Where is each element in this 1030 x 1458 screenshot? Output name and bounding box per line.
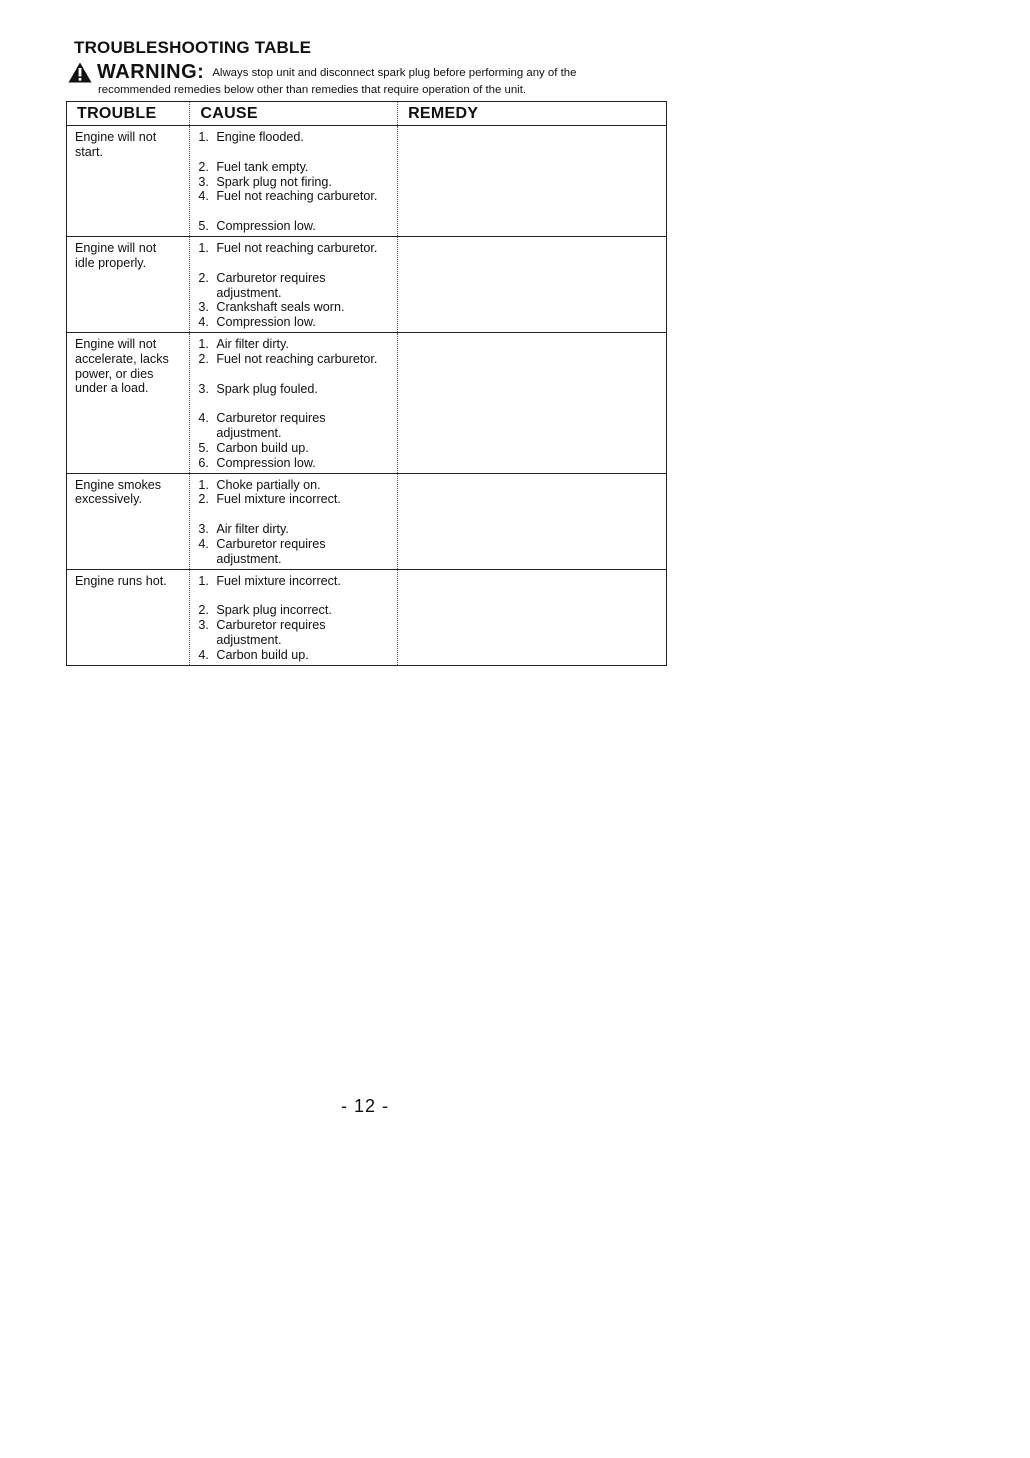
cause-item-text: Compression low. — [216, 315, 316, 330]
cause-item — [198, 219, 393, 234]
cause-item-text: Spark plug fouled. — [216, 381, 318, 396]
cause-item-number: 4. — [198, 315, 209, 330]
cause-item-text: Spark plug incorrect. — [216, 603, 332, 618]
header-trouble: TROUBLE — [67, 102, 190, 126]
cause-item-number: 1. — [198, 477, 209, 492]
cause-item-text: Carbon build up. — [216, 647, 309, 662]
cause-item-number: 5. — [198, 219, 209, 234]
header-cause: CAUSE — [190, 102, 398, 126]
cause-cell — [190, 473, 398, 569]
cause-item-text: Fuel not reaching carburetor. — [216, 189, 378, 204]
cause-cell — [190, 236, 398, 332]
warning-triangle-icon — [68, 62, 92, 83]
trouble-cell: Engine runs hot. — [67, 569, 190, 665]
cause-cell — [190, 569, 398, 665]
header-remedy: REMEDY — [398, 102, 667, 126]
table-row — [67, 236, 667, 332]
cause-item — [198, 315, 393, 330]
trouble-cell: Engine will not start. — [67, 126, 190, 237]
cause-item — [198, 352, 393, 367]
cause-item — [198, 411, 393, 441]
cause-item-number: 1. — [198, 130, 209, 144]
page-title: TROUBLESHOOTING TABLE — [74, 38, 312, 57]
cause-item-text: Carburetor requires adjustment. — [216, 536, 326, 566]
cause-item-text: Air filter dirty. — [216, 522, 289, 537]
warning-label: WARNING: — [97, 61, 205, 83]
cause-item — [198, 648, 393, 663]
cause-item-text: Carburetor requires adjustment. — [216, 270, 326, 300]
trouble-cell: Engine will not idle properly. — [67, 236, 190, 332]
cause-item — [198, 492, 393, 507]
cause-item — [198, 478, 393, 493]
remedy-cell — [398, 332, 667, 473]
cause-item-number: 3. — [198, 381, 209, 396]
cause-item-text: Air filter dirty. — [216, 336, 289, 351]
cause-item-number: 4. — [198, 647, 209, 662]
trouble-cell: Engine smokes excessively. — [67, 473, 190, 569]
cause-item-number: 4. — [198, 536, 209, 551]
cause-item-number: 3. — [198, 618, 209, 633]
cause-cell — [190, 332, 398, 473]
cause-item — [198, 271, 393, 301]
cause-item-number: 2. — [198, 270, 209, 285]
cause-item-number: 5. — [198, 440, 209, 455]
cause-item-number: 3. — [198, 300, 209, 315]
cause-item — [198, 382, 393, 397]
table-header-row — [67, 102, 667, 126]
cause-item — [198, 175, 393, 190]
cause-item — [198, 130, 393, 145]
warning-text-line2: recommended remedies below other than remedies that require operation of the unit. — [98, 84, 527, 96]
page-number: - 12 - — [341, 1096, 390, 1116]
table-row — [67, 126, 667, 237]
cause-item-text: Engine flooded. — [216, 130, 304, 144]
cause-item-text: Crankshaft seals worn. — [216, 300, 345, 315]
cause-item-number: 3. — [198, 522, 209, 537]
cause-item — [198, 241, 393, 256]
cause-item — [198, 537, 393, 567]
cause-cell — [190, 126, 398, 237]
cause-item-number: 4. — [198, 411, 209, 426]
trouble-cell: Engine will not accelerate, lacks power, or dies under a load. — [67, 332, 190, 473]
remedy-cell — [398, 236, 667, 332]
cause-item — [198, 574, 393, 589]
remedy-cell — [398, 473, 667, 569]
cause-item-number: 6. — [198, 455, 209, 470]
cause-item-text: Fuel mixture incorrect. — [216, 492, 341, 507]
cause-item-text: Spark plug not firing. — [216, 174, 332, 189]
cause-item-text: Fuel not reaching carburetor. — [216, 240, 378, 255]
remedy-cell — [398, 569, 667, 665]
cause-item-number: 1. — [198, 336, 209, 351]
cause-item-text: Carbon build up. — [216, 440, 309, 455]
cause-item — [198, 522, 393, 537]
cause-item — [198, 618, 393, 648]
cause-item — [198, 189, 393, 204]
troubleshooting-table — [66, 101, 667, 666]
cause-item-number: 4. — [198, 189, 209, 204]
cause-item-number: 2. — [198, 603, 209, 618]
cause-item-text: Fuel not reaching carburetor. — [216, 351, 378, 366]
cause-item-number: 1. — [198, 573, 209, 588]
table-row — [67, 473, 667, 569]
cause-item-text: Carburetor requires adjustment. — [216, 411, 326, 441]
cause-item-text: Fuel tank empty. — [216, 159, 309, 174]
table-row — [67, 569, 667, 665]
cause-item-text: Compression low. — [216, 455, 316, 470]
cause-item-text: Compression low. — [216, 219, 316, 234]
cause-item-number: 1. — [198, 240, 209, 255]
cause-item-number: 2. — [198, 492, 209, 507]
cause-item-number: 2. — [198, 351, 209, 366]
cause-item-text: Fuel mixture incorrect. — [216, 573, 341, 588]
cause-item — [198, 456, 393, 471]
warning-notice — [68, 62, 668, 98]
cause-item-number: 2. — [198, 159, 209, 174]
cause-item-number: 3. — [198, 174, 209, 189]
cause-item — [198, 300, 393, 315]
table-row — [67, 332, 667, 473]
cause-item-text: Choke partially on. — [216, 477, 321, 492]
cause-item-text: Carburetor requires adjustment. — [216, 618, 326, 647]
cause-item — [198, 603, 393, 618]
cause-item — [198, 160, 393, 175]
remedy-cell — [398, 126, 667, 237]
cause-item — [198, 337, 393, 352]
cause-item — [198, 441, 393, 456]
warning-text-line1: Always stop unit and disconnect spark plug before performing any of the — [212, 67, 577, 79]
